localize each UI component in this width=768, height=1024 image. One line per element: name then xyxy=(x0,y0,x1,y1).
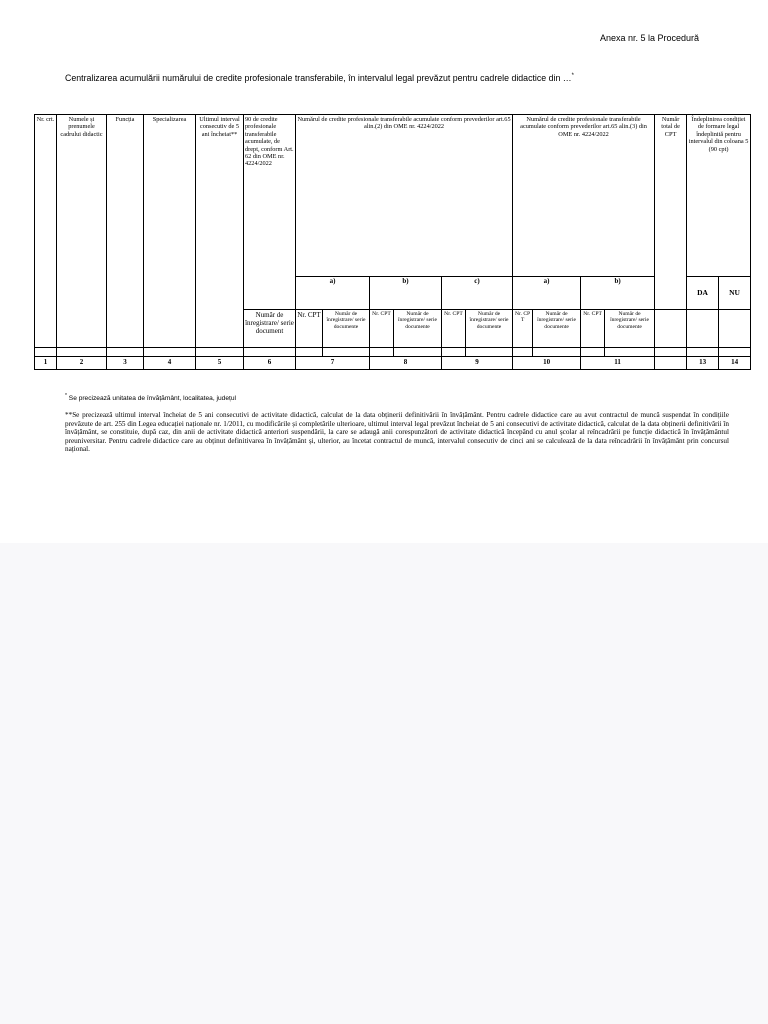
spacer-cell xyxy=(513,348,533,357)
blank-nu xyxy=(719,310,751,348)
header-group-alin2: Numărul de credite profesionale transferabile acumulate conform prevederilor art.65 alin.(2) din OME nr. 4224/2022 xyxy=(296,115,513,277)
sub-b: b) xyxy=(370,277,442,310)
sub-a-alin3: a) xyxy=(513,277,581,310)
spacer-row xyxy=(35,348,751,357)
doc-c: Număr de înregistrare/ serie documente xyxy=(466,310,513,348)
spacer-cell xyxy=(687,348,719,357)
header-nume: Numele și prenumele cadrului didactic xyxy=(57,115,107,348)
col-number-4: 4 xyxy=(144,357,196,370)
spacer-cell xyxy=(323,348,370,357)
nr-cpt-b-alin3: Nr. CPT xyxy=(581,310,605,348)
header-credite-90: 90 de credite profesionale transferabile acumulate, de drept, conform Art. 62 din OME nr. 4224/2022 xyxy=(244,115,296,310)
col-number-1: 1 xyxy=(35,357,57,370)
col6-doc-header: Număr de înregistrare/ serie document xyxy=(244,310,296,348)
spacer-cell xyxy=(370,348,394,357)
col-number-3: 3 xyxy=(107,357,144,370)
nr-cpt-a-alin3: Nr. CP T xyxy=(513,310,533,348)
header-group-alin3: Numărul de credite profesionale transferabile acumulate conform prevederilor art.65 alin.(3) din OME nr. 4224/2022 xyxy=(513,115,655,277)
sub-c: c) xyxy=(442,277,513,310)
spacer-cell xyxy=(533,348,581,357)
col-number-5: 5 xyxy=(196,357,244,370)
credits-table xyxy=(34,114,751,370)
footnote-1-mark: * xyxy=(65,393,67,399)
spacer-cell xyxy=(442,348,466,357)
nr-cpt-a: Nr. CPT xyxy=(296,310,323,348)
annex-label: Anexa nr. 5 la Procedură xyxy=(600,33,700,43)
col-number-12 xyxy=(655,357,687,370)
col-number-9: 9 xyxy=(442,357,513,370)
spacer-cell xyxy=(35,348,57,357)
blank-total-cpt xyxy=(655,310,687,348)
footnote-2: **Se precizează ultimul interval încheiat de 5 ani consecutivi de activitate didactică, calculat de la data obținerii definitivării în învățământ. Pentru cadrele didactice care au avut contractul de muncă suspendat în condițiile prevăzute de art. 255 din Legea educației naționale nr. 1/2011, cu modificările și completările ulterioare, ultimul interval legal prevăzut încheiat de 5 ani consecutivi de activitate didactică, calculat de la data obținerii definitivării în învățământ, se constituie, după caz, din anii de activitate didactică anteriori suspendării, la care se adaugă anii corespunzători de activitate didactică începând cu anul școlar al reîncadrării pe funcție didactică în învățământul preuniversitar. Pentru cadrele didactice care au obținut definitivarea în învățământ și, ulterior, au încetat contractul de muncă, intervalul consecutiv de cinci ani se calculează de la data reîncadrării în învățământ prin concursul național. xyxy=(65,411,729,454)
spacer-cell xyxy=(107,348,144,357)
spacer-cell xyxy=(719,348,751,357)
header-nr-crt: Nr. crt. xyxy=(35,115,57,348)
col-number-11: 11 xyxy=(581,357,655,370)
sub-a: a) xyxy=(296,277,370,310)
blank-da xyxy=(687,310,719,348)
sub-b-alin3: b) xyxy=(581,277,655,310)
spacer-cell xyxy=(605,348,655,357)
spacer-cell xyxy=(296,348,323,357)
doc-a: Număr de înregistrare/ serie documente xyxy=(323,310,370,348)
header-specializarea: Specializarea xyxy=(144,115,196,348)
header-nu: NU xyxy=(719,277,751,310)
col-number-10: 10 xyxy=(513,357,581,370)
header-functia: Funcția xyxy=(107,115,144,348)
spacer-cell xyxy=(57,348,107,357)
col-number-14: 14 xyxy=(719,357,751,370)
spacer-cell xyxy=(581,348,605,357)
col-number-13: 13 xyxy=(687,357,719,370)
header-indeplinirea: Îndeplinirea condiției de formare legal îndeplinită pentru intervalul din coloana 5 (90 cpt) xyxy=(687,115,751,277)
header-row xyxy=(35,115,751,277)
title-footnote-mark: * xyxy=(571,73,574,80)
title-text: Centralizarea acumulării numărului de credite profesionale transferabile, în intervalul legal prevăzut pentru cadrele didactice din … xyxy=(65,73,572,83)
footnote-1 xyxy=(65,393,236,402)
col-number-2: 2 xyxy=(57,357,107,370)
header-ultimul-interval: Ultimul interval consecutiv de 5 ani încheiat** xyxy=(196,115,244,348)
header-da: DA xyxy=(687,277,719,310)
nr-cpt-c: Nr. CPT xyxy=(442,310,466,348)
doc-b-alin3: Număr de înregistrare/ serie documente xyxy=(605,310,655,348)
spacer-cell xyxy=(196,348,244,357)
col-number-7: 7 xyxy=(296,357,370,370)
document-title xyxy=(65,73,574,83)
spacer-cell xyxy=(144,348,196,357)
spacer-cell xyxy=(655,348,687,357)
spacer-cell xyxy=(466,348,513,357)
spacer-cell xyxy=(394,348,442,357)
doc-a-alin3: Număr de înregistrare/ serie documente xyxy=(533,310,581,348)
col-number-6: 6 xyxy=(244,357,296,370)
header-total-cpt: Număr total de CPT xyxy=(655,115,687,310)
col-number-8: 8 xyxy=(370,357,442,370)
footnote-1-text: Se precizează unitatea de învățământ, localitatea, județul xyxy=(68,395,236,403)
column-number-row xyxy=(35,357,751,370)
spacer-cell xyxy=(244,348,296,357)
doc-b: Număr de înregistrare/ serie documente xyxy=(394,310,442,348)
nr-cpt-b: Nr. CPT xyxy=(370,310,394,348)
